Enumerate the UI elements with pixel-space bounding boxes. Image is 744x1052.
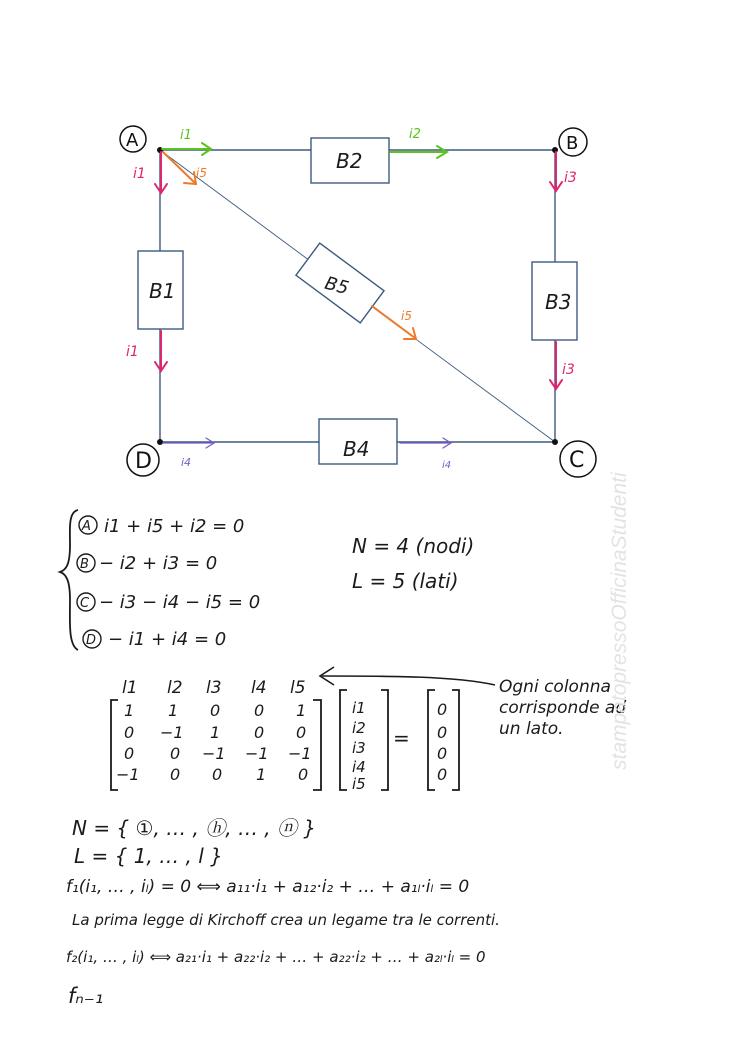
matrix-header-l5: l5 — [290, 678, 306, 698]
matrix-cell: 0 — [170, 744, 181, 763]
current-label-i3-top: i3 — [564, 170, 577, 186]
matrix-header-l4: l4 — [251, 678, 267, 698]
matrix-cell: −1 — [288, 744, 312, 763]
current-label-i5-diag: i5 — [401, 309, 412, 323]
note-line-2: corrisponde ad — [499, 698, 627, 718]
node-a-label: A — [126, 130, 139, 151]
node-count: N = 4 (nodi) — [352, 534, 475, 558]
vector-left-bracket — [340, 690, 347, 790]
node-set-line: N = { ①, … , ⓗ, … , ⓝ } — [72, 816, 317, 840]
first-equation-line: f₁(i₁, … , iₗ) = 0 ⟺ a₁₁·i₁ + a₁₂·i₂ + … + a₁ₗ·iₗ = 0 — [66, 877, 470, 897]
node-c-dot — [552, 439, 558, 445]
matrix-cell: 1 — [256, 765, 267, 784]
equation-node-c: − i3 − i4 − i5 = 0 — [99, 592, 261, 613]
matrix-cell: 0 — [296, 723, 307, 742]
current-arrow-i3-bottom — [550, 342, 562, 389]
second-equation-line: f₂(i₁, … , iₗ) ⟺ a₂₁·i₁ + a₂₂·i₂ + … + a₂₂·i₂ + … + a₂ₗ·iₗ = 0 — [66, 948, 486, 966]
matrix-cell: 1 — [168, 701, 179, 720]
equation-node-d: − i1 + i4 = 0 — [108, 629, 227, 650]
matrix-cell: 1 — [124, 701, 135, 720]
matrix-cell: −1 — [245, 744, 269, 763]
current-label-i3-bottom: i3 — [562, 362, 575, 378]
branch-b3-label: B3 — [545, 290, 572, 314]
matrix-equals: = — [393, 726, 410, 750]
matrix-header-l2: l2 — [167, 678, 183, 698]
zero-vector-left-bracket — [428, 690, 435, 790]
current-label-i2: i2 — [409, 127, 421, 142]
node-c-label: C — [569, 448, 585, 473]
equation-node-b: − i2 + i3 = 0 — [99, 553, 218, 574]
matrix-cell: −1 — [160, 723, 184, 742]
branch-b4-label: B4 — [343, 437, 370, 461]
current-label-i1-bottom: i1 — [126, 344, 139, 360]
eq-a-node-label: A — [82, 519, 91, 534]
current-arrow-i1-top — [162, 143, 211, 155]
matrix-cell: 1 — [296, 701, 307, 720]
current-arrow-i4-right — [400, 438, 451, 448]
branch-set-line: L = { 1, … , l } — [74, 844, 223, 868]
current-arrow-i1-left-bottom — [155, 331, 167, 371]
matrix-cell: −1 — [116, 765, 140, 784]
zero-entry: 0 — [437, 723, 448, 742]
current-label-i5-top: i5 — [196, 166, 207, 180]
matrix-cell: 0 — [170, 765, 181, 784]
vector-entry: i2 — [352, 719, 366, 737]
matrix-cell: −1 — [202, 744, 226, 763]
system-brace — [60, 510, 78, 650]
matrix-cell: 0 — [254, 723, 265, 742]
current-arrow-i4-left — [163, 438, 214, 448]
last-equation-line: fₙ₋₁ — [68, 984, 104, 1008]
branch-b1-label: B1 — [149, 279, 176, 303]
vector-right-bracket — [381, 690, 388, 790]
branch-count: L = 5 (lati) — [352, 569, 459, 593]
eq-b-node-label: B — [80, 557, 89, 572]
vector-entry: i5 — [352, 775, 366, 793]
current-label-i1-top: i1 — [180, 128, 192, 143]
node-b-label: B — [566, 133, 579, 154]
branch-b5-label: B5 — [322, 272, 351, 300]
vector-entry: i4 — [352, 758, 366, 776]
current-arrow-i3-top — [550, 152, 562, 191]
matrix-cell: 1 — [210, 723, 221, 742]
zero-entry: 0 — [437, 700, 448, 719]
incidence-matrix — [111, 667, 626, 793]
note-arrow — [322, 676, 495, 685]
kirchhoff-statement: La prima legge di Kirchoff crea un legame tra le correnti. — [72, 911, 500, 929]
matrix-cell: 0 — [124, 723, 135, 742]
eq-c-node-label: C — [80, 596, 90, 611]
equation-node-a: i1 + i5 + i2 = 0 — [104, 516, 245, 537]
note-line-1: Ogni colonna — [499, 677, 611, 697]
branch-b2-label: B2 — [336, 149, 363, 173]
matrix-cell: 0 — [210, 701, 221, 720]
watermark: stampatopressoOfficinaStudenti — [608, 472, 631, 770]
eq-d-node-label: D — [86, 633, 97, 648]
current-arrow-i1-left-top — [155, 152, 167, 193]
current-label-i4-right: i4 — [442, 460, 452, 471]
node-d-label: D — [135, 449, 152, 474]
matrix-cell: 0 — [254, 701, 265, 720]
matrix-right-bracket — [313, 700, 321, 790]
node-d-dot — [157, 439, 163, 445]
matrix-cell: 0 — [124, 744, 135, 763]
vector-entry: i3 — [352, 739, 366, 757]
note-line-3: un lato. — [499, 719, 564, 739]
matrix-header-l3: l3 — [206, 678, 222, 698]
matrix-cell: 0 — [298, 765, 309, 784]
current-label-i1-left: i1 — [133, 166, 146, 182]
vector-entry: i1 — [352, 699, 366, 717]
matrix-cell: 0 — [212, 765, 223, 784]
current-label-i4-left: i4 — [181, 456, 192, 469]
current-arrow-i5-top — [163, 152, 196, 184]
zero-entry: 0 — [437, 765, 448, 784]
matrix-header-l1: l1 — [122, 678, 138, 698]
zero-entry: 0 — [437, 744, 448, 763]
zero-vector-right-bracket — [452, 690, 459, 790]
current-arrow-i2 — [390, 146, 447, 158]
